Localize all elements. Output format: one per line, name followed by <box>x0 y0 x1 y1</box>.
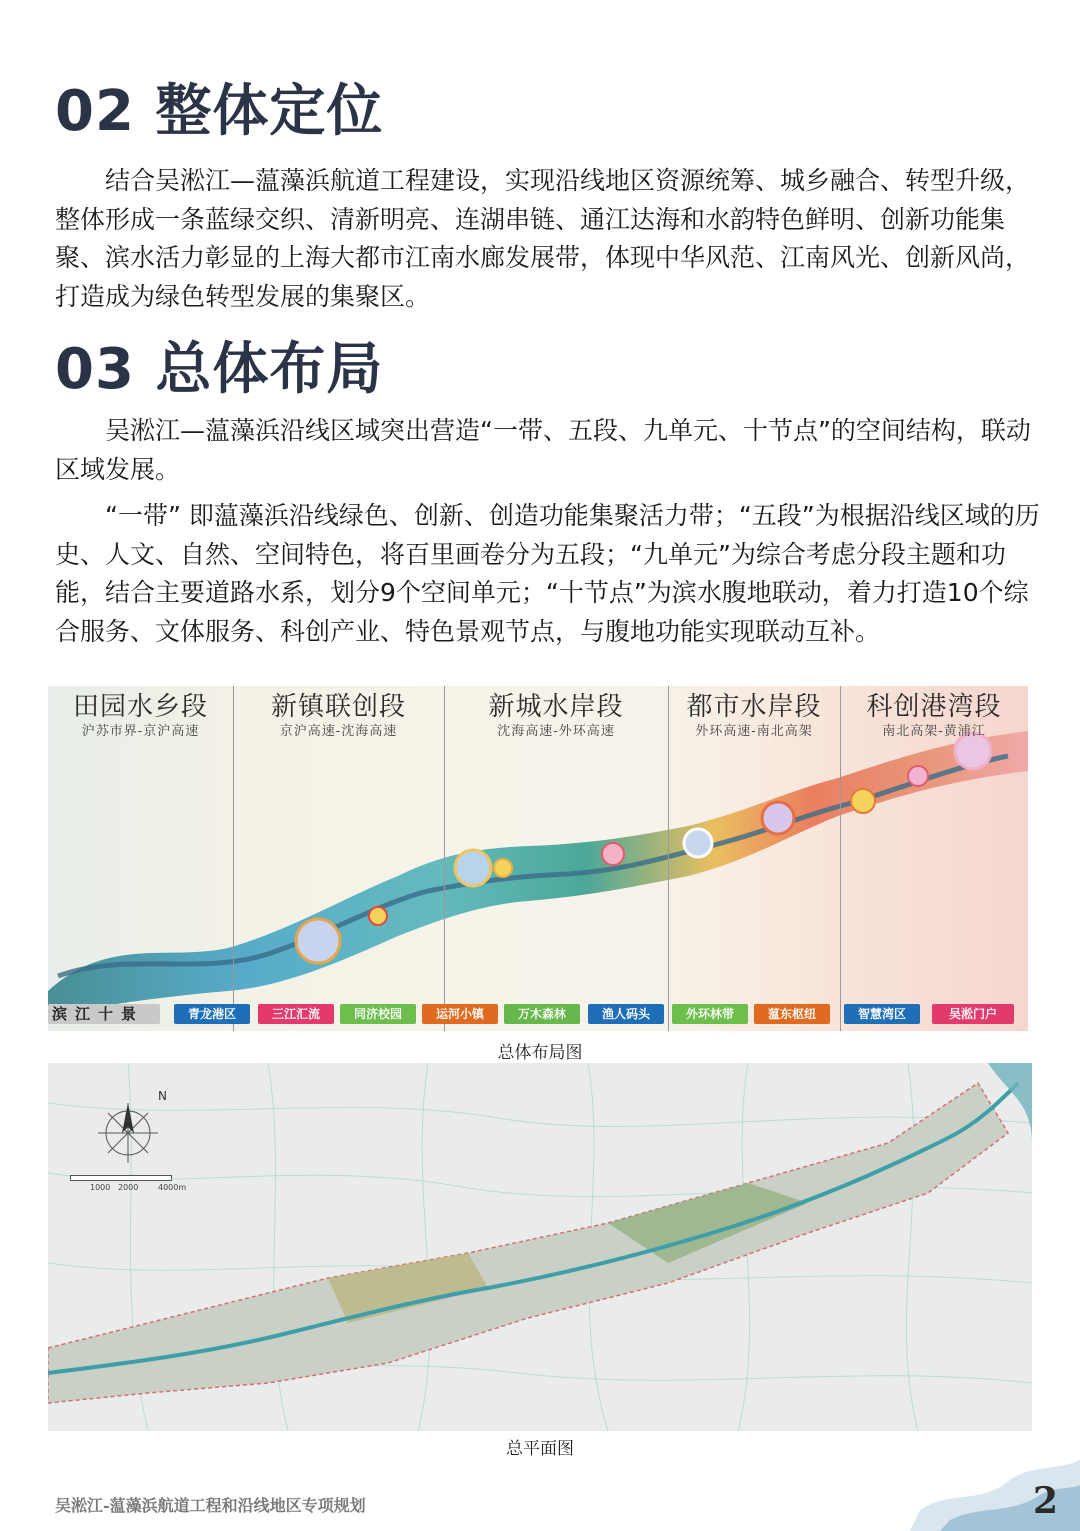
scale-label: 1000 <box>90 1183 111 1192</box>
layout-figure-caption: 总体布局图 <box>497 1043 583 1063</box>
positioning-paragraph <box>55 162 1040 316</box>
layout-paragraph-1 <box>55 412 1040 489</box>
segment-range: 沪苏市界-京沪高速 <box>81 724 200 739</box>
segment-new-city-waterfront <box>444 686 668 1016</box>
scene-tag: 外环林带 <box>672 1004 748 1024</box>
segment-name: 都市水岸段 <box>686 692 822 722</box>
ten-scenes-label: 滨江十景 <box>48 1004 160 1024</box>
scene-tag: 蕰东枢纽 <box>754 1004 830 1024</box>
segment-new-town <box>233 686 444 1016</box>
master-plan-caption: 总平面图 <box>506 1439 574 1459</box>
page-number: 2 <box>1032 1480 1058 1522</box>
section-heading-positioning: 02 整体定位 <box>55 79 384 144</box>
footer-title: 吴淞江-蕰藻浜航道工程和沿线地区专项规划 <box>55 1496 366 1515</box>
segment-name: 田园水乡段 <box>72 692 208 722</box>
scene-tag: 渔人码头 <box>588 1004 664 1024</box>
segment-name: 新城水岸段 <box>488 692 624 722</box>
master-plan-map <box>48 1063 1032 1431</box>
segment-range: 南北高架-黄浦江 <box>882 724 986 739</box>
segment-range: 京沪高速-沈海高速 <box>279 724 398 739</box>
scene-tag: 万木森林 <box>504 1004 580 1024</box>
compass-rose-icon <box>88 1089 168 1173</box>
scene-tag: 青龙港区 <box>174 1004 250 1024</box>
scene-tag: 三江汇流 <box>258 1004 334 1024</box>
segment-name: 科创港湾段 <box>866 692 1002 722</box>
segment-urban-waterfront <box>668 686 840 1016</box>
layout-text-1: 吴淞江—蕰藻浜沿线区域突出营造“一带、五段、九单元、十节点”的空间结构，联动区域发展。 <box>55 416 1031 484</box>
positioning-text: 结合吴淞江—蕰藻浜航道工程建设，实现沿线地区资源统筹、城乡融合、转型升级，整体形成一条蓝绿交织、清新明亮、连湖串链、通江达海和水韵特色鲜明、创新功能集聚、滨水活力彰显的上海大都市江南水廊发展带，体现中华风范、江南风光、创新风尚，打造成为绿色转型发展的集聚区。 <box>55 166 1031 311</box>
map-drawing <box>48 1063 1032 1431</box>
scene-tag: 吴淞门户 <box>932 1004 1014 1024</box>
scene-tag: 同济校园 <box>340 1004 416 1024</box>
ten-scenes-tags <box>48 1004 1028 1024</box>
segment-rural-water-town <box>48 686 233 1016</box>
section-heading-layout: 03 总体布局 <box>55 337 384 402</box>
north-label: N <box>158 1089 167 1103</box>
segment-name: 新镇联创段 <box>270 692 406 722</box>
scale-bar <box>70 1175 210 1199</box>
segment-range: 外环高速-南北高架 <box>695 724 813 739</box>
scale-label: 4000m <box>158 1183 187 1192</box>
scale-label: 2000 <box>118 1183 139 1192</box>
layout-text-2: “一带” 即蕰藻浜沿线绿色、创新、创造功能集聚活力带；“五段”为根据沿线区域的历史、人文、自然、空间特色，将百里画卷分为五段；“九单元”为综合考虑分段主题和功能，结合主要道路水系，划分9个空间单元；“十节点”为滨水腹地联动，着力打造10个综合服务、文体服务、科创产业、特色景观节点，与腹地功能实现联动互补。 <box>55 501 1040 646</box>
segment-innovation-harbor <box>840 686 1028 1016</box>
scene-tag: 智慧湾区 <box>844 1004 920 1024</box>
segment-range: 沈海高速-外环高速 <box>497 724 615 739</box>
overall-layout-figure <box>48 686 1028 1031</box>
layout-paragraph-2 <box>55 497 1040 651</box>
scene-tag: 运河小镇 <box>422 1004 498 1024</box>
